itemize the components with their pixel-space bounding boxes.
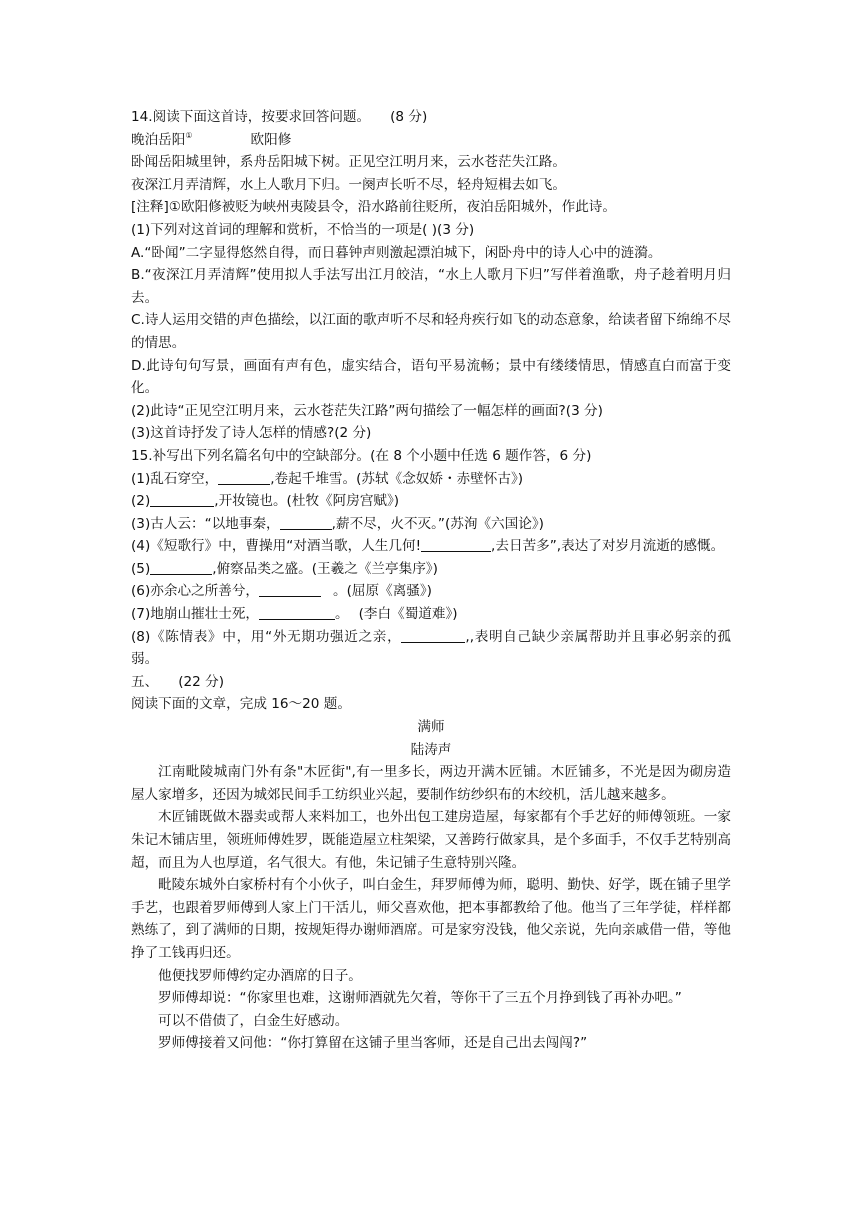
answer-blank[interactable] — [259, 605, 335, 620]
q15-item-3: (3)古人云：“以地事秦， ,薪不尽，火不灭。”(苏洵《六国论》) — [131, 515, 544, 532]
q14-sub3: (3)这首诗抒发了诗人怎样的情感?(2 分) — [131, 425, 372, 442]
q15-stem: 15.补写出下列名篇名句中的空缺部分。(在 8 个小题中任选 6 题作答，6 分) — [131, 447, 592, 464]
q15-item-5: (5) ,俯察品类之盛。(王羲之《兰亭集序》) — [131, 560, 438, 577]
article-author: 陆涛声 — [410, 741, 452, 758]
answer-blank[interactable] — [280, 515, 332, 530]
article-paragraph: 毗陵东城外白家桥村有个小伙子，叫白金生，拜罗师傅为师，聪明、勤快、好学，既在铺子里学手艺，也跟着罗师傅到人家上门干活儿，师父喜欢他，把本事都教给了他。他当了三年学徒，样样都熟练了，到了满师的日期，按规矩得办谢师酒席。可是家穷没钱，他父亲说，先向亲戚借一借，等他挣了工钱再归还。 — [131, 877, 731, 961]
answer-blank[interactable] — [401, 628, 465, 643]
article-paragraph: 江南毗陵城南门外有条"木匠街",有一里多长，两边开满木匠铺。木匠铺多，不光是因为砌房造屋人家增多，还因为城郊民间手工纺织业兴起，要制作纺纱织布的木绞机，活儿越来越多。 — [131, 764, 731, 803]
article-paragraph: 木匠铺既做木器卖或帮人来料加工，也外出包工建房造屋，每家都有个手艺好的师傅领班。一家朱记木铺店里，领班师傅姓罗，既能造屋立柱架梁，又善跨行做家具，是个多面手，不仅手艺特别高超，而且为人也厚道，名气很大。有他，朱记铺子生意特别兴隆。 — [131, 809, 731, 871]
poem-note-mark: ① — [185, 130, 193, 140]
answer-blank[interactable] — [150, 560, 212, 575]
option-c: C.诗人运用交错的声色描绘，以江面的歌声听不尽和轻舟疾行如飞的动态意象，给读者留下绵绵不尽的情思。 — [131, 312, 731, 351]
poem-note: [注释]①欧阳修被贬为峡州夷陵县令，沿水路前往贬所，夜泊岳阳城外，作此诗。 — [131, 199, 616, 216]
article-paragraph: 可以不借债了，白金生好感动。 — [158, 1012, 349, 1029]
q14-sub1: (1)下列对这首词的理解和赏析，不恰当的一项是( )(3 分) — [131, 221, 475, 238]
answer-blank[interactable] — [150, 492, 214, 507]
poem-heading — [131, 129, 731, 152]
option-a: A.“卧闻”二字显得悠然自得，而日暮钟声则激起漂泊城下，闲卧舟中的诗人心中的涟漪。 — [131, 244, 662, 261]
poem-title: 晚泊岳阳 — [131, 131, 186, 148]
document-page — [131, 106, 731, 1055]
article-paragraph: 罗师傅接着又问他：“你打算留在这铺子里当客师，还是自己出去闯闯?” — [158, 1035, 588, 1052]
q14-stem: 14.阅读下面这首诗，按要求回答问题。 (8 分) — [131, 109, 428, 125]
poem-author: 欧阳修 — [250, 131, 292, 148]
q14-sub2: (2)此诗“正见空江明月来，云水苍茫失江路”两句描绘了一幅怎样的画面?(3 分) — [131, 402, 603, 419]
q15-item-1: (1)乱石穿空， ,卷起千堆雪。(苏轼《念奴娇・赤壁怀古》) — [131, 470, 524, 487]
poem-line-1: 卧闻岳阳城里钟，系舟岳阳城下树。正见空江明月来，云水苍茫失江路。 — [131, 154, 566, 171]
q15-item-6: (6)亦余心之所善兮， 。(屈原《离骚》) — [131, 583, 432, 600]
option-d: D.此诗句句写景，画面有声有色，虚实结合，语句平易流畅；景中有缕缕情思，情感直白而富于变化。 — [131, 357, 731, 397]
article-paragraph: 他便找罗师傅约定办酒席的日子。 — [158, 967, 362, 984]
q15-item-8: (8)《陈情表》中，用“外无期功强近之亲， ,,表明自己缺少亲属帮助并且事必躬亲的孤弱。 — [131, 628, 731, 668]
poem-line-2: 夜深江月弄清辉，水上人歌月下归。一阕声长听不尽，轻舟短楫去如飞。 — [131, 176, 566, 193]
answer-blank[interactable] — [218, 470, 270, 485]
q15-item-2: (2) ,开妆镜也。(杜牧《阿房宫赋》) — [131, 493, 400, 510]
article-paragraph: 罗师傅却说：“你家里也难，这谢师酒就先欠着，等你干了三五个月挣到钱了再补办吧。” — [158, 990, 682, 1007]
section-5-heading: 五、 (22 分) — [131, 673, 225, 690]
article-title: 满师 — [417, 719, 445, 736]
option-b: B.“夜深江月弄清辉”使用拟人手法写出江月皎洁，“水上人歌月下归”写伴着渔歌，舟子趁着明月归去。 — [131, 267, 731, 306]
answer-blank[interactable] — [259, 582, 321, 597]
q15-item-7: (7)地崩山摧壮士死， 。 (李白《蜀道难》) — [131, 606, 458, 623]
answer-blank[interactable] — [421, 537, 491, 552]
q15-item-4: (4)《短歌行》中，曹操用“对酒当歌，人生几何! ,去日苦多”,表达了对岁月流逝的感慨。 — [131, 538, 725, 555]
section-5-intro: 阅读下面的文章，完成 16～20 题。 — [131, 696, 351, 713]
